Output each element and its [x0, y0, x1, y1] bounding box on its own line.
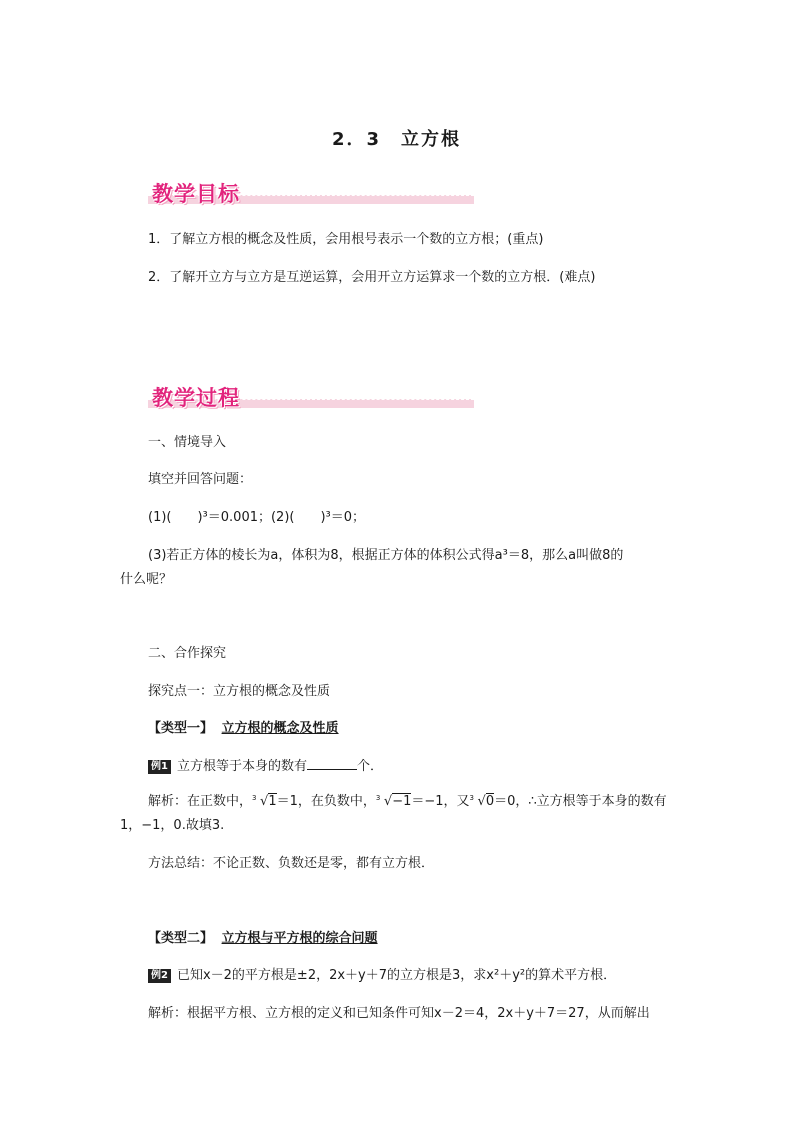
example-2-text: 已知x－2的平方根是±2，2x＋y＋7的立方根是3，求x²＋y²的算术平方根． — [176, 968, 617, 983]
method-summary-1: 方法总结：不论正数、负数还是零，都有立方根． — [148, 856, 435, 871]
example-1-text-b: 个． — [356, 759, 383, 774]
banner-title: 教学过程 — [152, 386, 240, 410]
example-1 — [148, 757, 383, 776]
answer-blank — [307, 757, 357, 770]
intro-question-3-line1: (3)若正方体的棱长为a，体积为8，根据正方体的体积公式得a³＝8，那么a叫做8的 — [148, 548, 624, 563]
page-title: 2．3 立方根 — [332, 129, 462, 150]
cube-root-0: 3 √0 — [470, 793, 495, 811]
example-2 — [148, 967, 616, 985]
root-index: 3 — [375, 794, 381, 802]
section-banner-goals — [148, 178, 474, 208]
cube-root-1: 3 √1 — [252, 793, 277, 811]
cube-root-neg1: 3 √−1 — [376, 793, 411, 811]
solution-text: ＝−1，又 — [411, 794, 470, 809]
solution-1-line2: 1，−1，0.故填3. — [120, 818, 225, 833]
radicand: 0 — [485, 794, 495, 809]
root-index: 3 — [252, 794, 257, 802]
example-badge: 例1 — [148, 760, 171, 774]
intro-question-3-line2: 什么呢？ — [120, 572, 173, 587]
solution-text: ＝1，在负数中， — [276, 794, 376, 809]
example-1-text-a: 立方根等于本身的数有 — [176, 759, 307, 774]
section-banner-process — [148, 382, 474, 412]
example-badge: 例2 — [148, 969, 171, 983]
solution-label: 解析： — [148, 794, 188, 809]
type-1-heading — [148, 720, 339, 738]
type-1-bracket: 【类型一】 — [148, 721, 214, 736]
solution-1-line1 — [148, 793, 667, 811]
section-heading-explore: 二、合作探究 — [148, 646, 227, 661]
radicand: 1 — [268, 794, 277, 809]
explore-point-1: 探究点一：立方根的概念及性质 — [148, 684, 331, 699]
solution-text: 在正数中， — [187, 794, 253, 809]
type-2-title: 立方根与平方根的综合问题 — [221, 931, 378, 946]
intro-prompt: 填空并回答问题： — [148, 472, 253, 487]
solution-2-line1: 解析：根据平方根、立方根的定义和已知条件可知x－2＝4，2x＋y＋7＝27，从而解出 — [148, 1006, 650, 1021]
goal-item-2: 2．了解开立方与立方是互逆运算，会用开立方运算求一个数的立方根．(难点) — [148, 270, 596, 285]
type-1-title: 立方根的概念及性质 — [221, 721, 339, 736]
section-heading-intro: 一、情境导入 — [148, 435, 227, 450]
radicand: −1 — [392, 794, 412, 809]
intro-question-1-2: (1)( )³＝0.001；(2)( )³＝0； — [148, 510, 366, 525]
root-index: 3 — [469, 794, 474, 802]
type-2-heading — [148, 930, 378, 948]
goal-item-1: 1．了解立方根的概念及性质，会用根号表示一个数的立方根；(重点) — [148, 232, 544, 247]
solution-text: ＝0，∴立方根等于本身的数有 — [494, 794, 667, 809]
banner-title: 教学目标 — [152, 182, 240, 206]
type-2-bracket: 【类型二】 — [148, 931, 214, 946]
